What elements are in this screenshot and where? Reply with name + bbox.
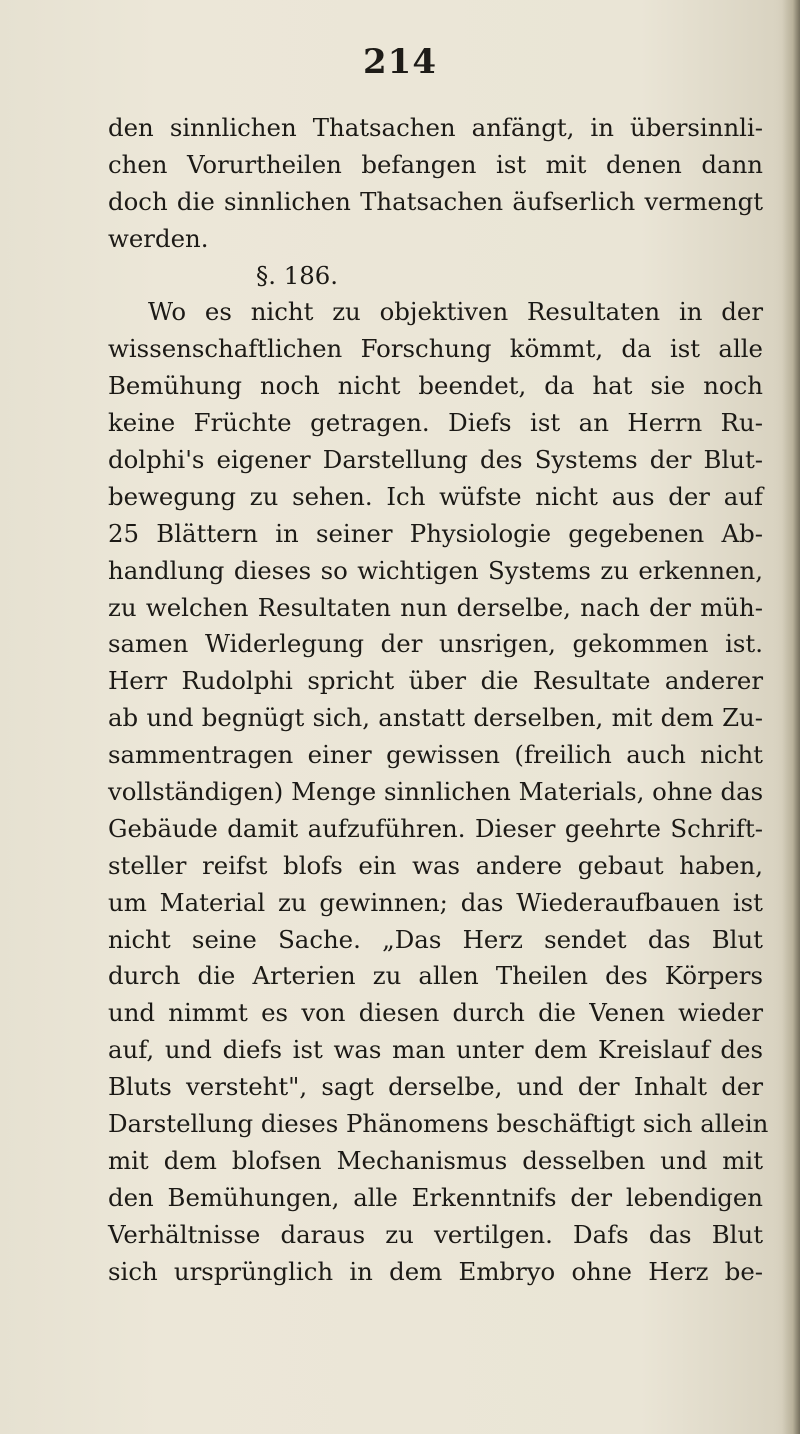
text-line: durch die Arterien zu allen Theilen des Körpers — [108, 961, 763, 991]
section-heading: §. 186. — [256, 260, 339, 290]
text-line: auf, und diefs ist was man unter dem Kreislauf des — [108, 1035, 763, 1065]
text-line: ab und begnügt sich, anstatt derselben, mit dem Zu- — [108, 703, 763, 733]
page-text — [108, 110, 769, 1291]
text-line: Wo es nicht zu objektiven Resultaten in der — [148, 297, 763, 327]
text-line: Darstellung dieses Phänomens beschäftigt sich allein — [108, 1109, 769, 1139]
text-line: keine Früchte getragen. Diefs ist an Herrn Ru- — [108, 408, 763, 438]
text-line: und nimmt es von diesen durch die Venen wieder — [108, 998, 763, 1028]
text-line: doch die sinnlichen Thatsachen äufserlich vermengt — [108, 186, 763, 216]
text-line: chen Vorurtheilen befangen ist mit denen dann — [108, 149, 763, 179]
text-line: 25 Blättern in seiner Physiologie gegebenen Ab- — [108, 518, 763, 548]
page-number: 214 — [363, 42, 437, 82]
text-line: steller reifst blofs ein was andere gebaut haben, — [108, 850, 763, 880]
text-line: sammentragen einer gewissen (freilich auch nicht — [108, 740, 763, 770]
text-line: wissenschaftlichen Forschung kömmt, da ist alle — [108, 334, 763, 364]
page-edge-shadow — [782, 0, 800, 1434]
text-line: Herr Rudolphi spricht über die Resultate anderer — [108, 666, 763, 696]
text-line: Gebäude damit aufzuführen. Dieser geehrte Schrift- — [108, 813, 763, 843]
text-line: dolphi's eigener Darstellung des Systems der Blut- — [108, 445, 763, 475]
text-line: samen Widerlegung der unsrigen, gekommen ist. — [108, 629, 763, 659]
text-line: nicht seine Sache. „Das Herz sendet das Blut — [108, 924, 763, 954]
text-line: den sinnlichen Thatsachen anfängt, in übersinnli- — [108, 113, 763, 142]
text-line: Bemühung noch nicht beendet, da hat sie noch — [108, 371, 763, 401]
text-line: werden. — [108, 223, 209, 253]
text-line: handlung dieses so wichtigen Systems zu erkennen, — [108, 555, 763, 585]
text-line: mit dem blofsen Mechanismus desselben und mit — [108, 1145, 763, 1175]
text-line: vollständigen) Menge sinnlichen Materials, ohne das — [108, 777, 764, 807]
text-line: Verhältnisse daraus zu vertilgen. Dafs das Blut — [108, 1219, 763, 1249]
text-line: um Material zu gewinnen; das Wiederaufbauen ist — [108, 887, 763, 917]
text-line: zu welchen Resultaten nun derselbe, nach der müh- — [108, 592, 763, 622]
text-line: den Bemühungen, alle Erkenntnifs der lebendigen — [108, 1182, 763, 1212]
text-line: sich ursprünglich in dem Embryo ohne Herz be- — [108, 1256, 763, 1286]
text-line: bewegung zu sehen. Ich wüfste nicht aus der auf — [108, 481, 763, 511]
text-line: Bluts versteht", sagt derselbe, und der Inhalt der — [108, 1072, 763, 1102]
